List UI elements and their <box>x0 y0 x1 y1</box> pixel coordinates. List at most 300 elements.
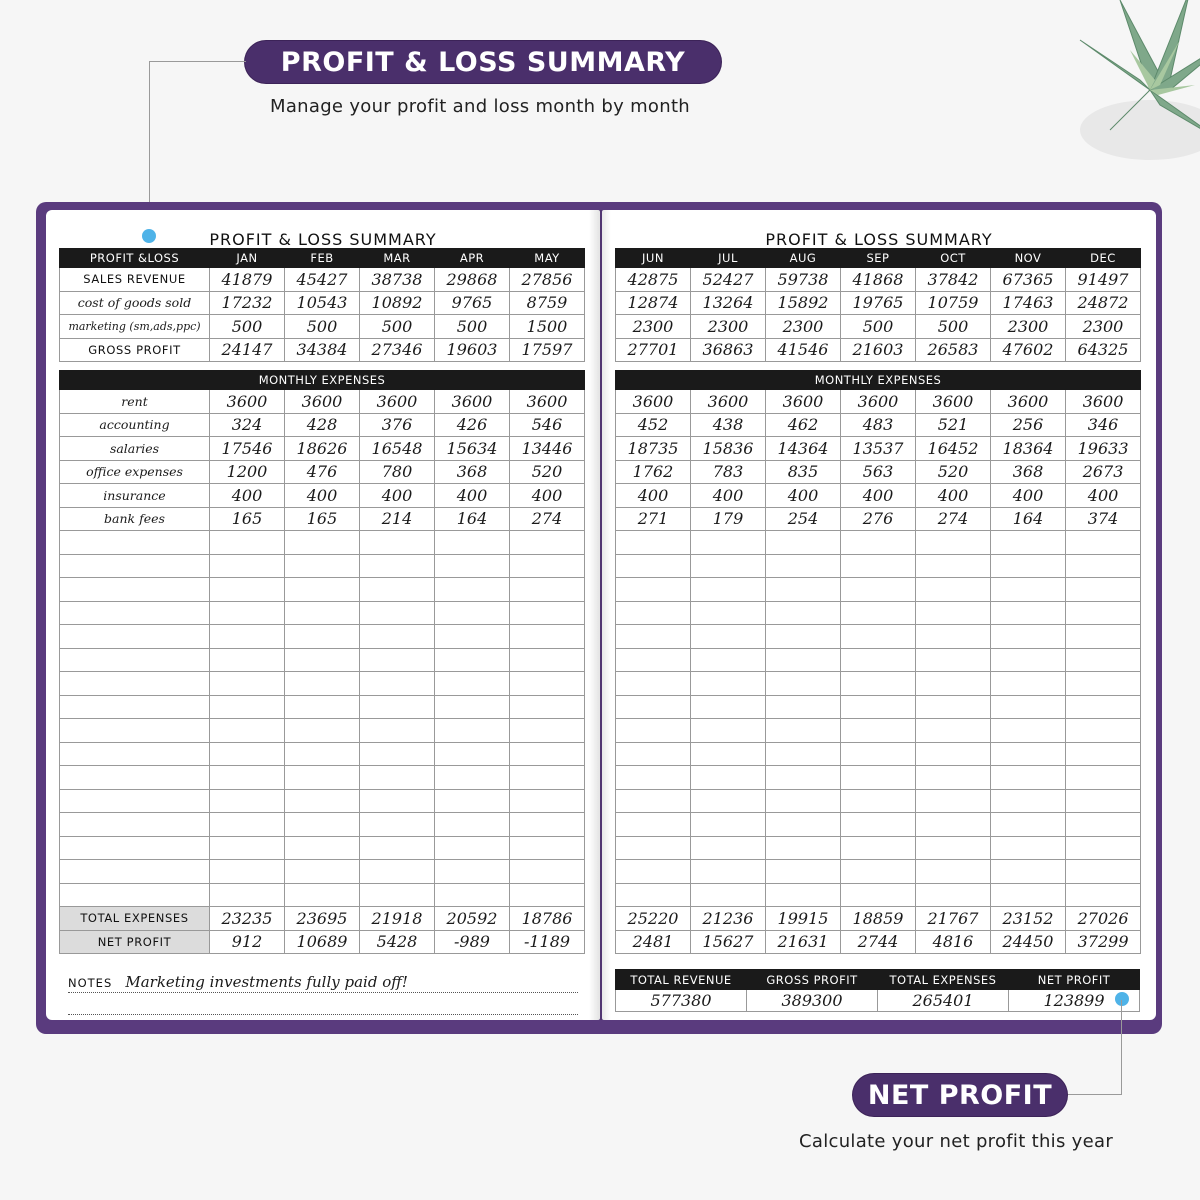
table-row <box>616 507 1141 531</box>
cell: 483 <box>841 413 916 437</box>
cell: 254 <box>766 507 841 531</box>
blank-cell <box>916 578 991 602</box>
blank-cell <box>916 625 991 649</box>
table-row <box>616 315 1141 339</box>
cell: 10892 <box>360 291 435 315</box>
blank-cell <box>691 695 766 719</box>
blank-cell <box>691 625 766 649</box>
blank-cell <box>616 719 691 743</box>
blank-cell <box>210 578 285 602</box>
cell: 18735 <box>616 437 691 461</box>
cell: 52427 <box>691 268 766 292</box>
blank-cell <box>616 578 691 602</box>
cell: 780 <box>360 460 435 484</box>
blank-cell <box>510 672 585 696</box>
cell: 23235 <box>210 907 285 931</box>
blank-cell <box>841 695 916 719</box>
cell: 214 <box>360 507 435 531</box>
cell: 45427 <box>285 268 360 292</box>
blank-cell <box>616 625 691 649</box>
callout-subtitle: Calculate your net profit this year <box>799 1131 1114 1152</box>
cell: 3600 <box>210 390 285 414</box>
cell: 2300 <box>1066 315 1141 339</box>
blank-cell <box>285 766 360 790</box>
blank-cell <box>916 883 991 907</box>
section-header-row <box>616 371 1141 390</box>
blank-cell <box>510 554 585 578</box>
summary-header-row <box>616 970 1140 990</box>
cell: 500 <box>360 315 435 339</box>
cell: 27346 <box>360 338 435 362</box>
blank-row <box>616 719 1141 743</box>
blank-cell <box>210 742 285 766</box>
cell: 3600 <box>691 390 766 414</box>
blank-cell <box>841 836 916 860</box>
cell: 20592 <box>435 907 510 931</box>
row-label: bank fees <box>60 507 210 531</box>
row-label: accounting <box>60 413 210 437</box>
cell: 563 <box>841 460 916 484</box>
blank-cell <box>916 836 991 860</box>
blank-cell <box>360 813 435 837</box>
cell: 400 <box>210 484 285 508</box>
blank-cell <box>991 742 1066 766</box>
table-row <box>60 413 585 437</box>
blank-row <box>60 766 585 790</box>
cell: 179 <box>691 507 766 531</box>
blank-cell <box>616 789 691 813</box>
blank-row <box>616 672 1141 696</box>
blank-cell <box>916 742 991 766</box>
blank-row <box>60 648 585 672</box>
blank-cell <box>616 813 691 837</box>
cell: 10543 <box>285 291 360 315</box>
cell: 324 <box>210 413 285 437</box>
blank-cell <box>1066 860 1141 884</box>
blank-cell <box>766 813 841 837</box>
header-cell: NET PROFIT <box>1009 970 1140 990</box>
blank-cell <box>616 766 691 790</box>
table-row <box>60 390 585 414</box>
blank-cell <box>841 625 916 649</box>
cell: 25220 <box>616 907 691 931</box>
blank-cell <box>691 813 766 837</box>
callout-marker-dot <box>1115 992 1129 1006</box>
blank-cell <box>1066 672 1141 696</box>
blank-cell <box>60 883 210 907</box>
blank-cell <box>360 578 435 602</box>
blank-cell <box>691 531 766 555</box>
blank-cell <box>841 601 916 625</box>
blank-cell <box>285 836 360 860</box>
blank-cell <box>1066 578 1141 602</box>
blank-row <box>616 554 1141 578</box>
blank-cell <box>285 719 360 743</box>
blank-cell <box>210 789 285 813</box>
cell: 21603 <box>841 338 916 362</box>
blank-cell <box>991 789 1066 813</box>
blank-cell <box>841 766 916 790</box>
blank-cell <box>616 742 691 766</box>
header-cell: JUL <box>691 249 766 268</box>
cell: 1500 <box>510 315 585 339</box>
blank-cell <box>616 672 691 696</box>
cell: 462 <box>766 413 841 437</box>
blank-cell <box>616 695 691 719</box>
connector-line <box>1066 1094 1122 1095</box>
blank-cell <box>435 742 510 766</box>
cell: 47602 <box>991 338 1066 362</box>
blank-cell <box>60 625 210 649</box>
blank-cell <box>360 648 435 672</box>
cell: 27701 <box>616 338 691 362</box>
blank-cell <box>841 719 916 743</box>
cell: 400 <box>916 484 991 508</box>
cell: 5428 <box>360 930 435 954</box>
blank-cell <box>60 742 210 766</box>
cell: 476 <box>285 460 360 484</box>
blank-cell <box>435 578 510 602</box>
header-cell: PROFIT &LOSS <box>60 249 210 268</box>
blank-cell <box>1066 742 1141 766</box>
cell: 400 <box>510 484 585 508</box>
connector-line <box>1121 1000 1122 1095</box>
blank-cell <box>766 672 841 696</box>
blank-cell <box>991 554 1066 578</box>
cell: 2300 <box>691 315 766 339</box>
cell: 438 <box>691 413 766 437</box>
cell: 41879 <box>210 268 285 292</box>
blank-cell <box>1066 648 1141 672</box>
row-label: rent <box>60 390 210 414</box>
blank-cell <box>285 601 360 625</box>
cell: 400 <box>435 484 510 508</box>
blank-cell <box>841 554 916 578</box>
blank-cell <box>510 766 585 790</box>
blank-cell <box>510 625 585 649</box>
cell: 14364 <box>766 437 841 461</box>
blank-cell <box>435 719 510 743</box>
blank-cell <box>916 531 991 555</box>
blank-cell <box>60 531 210 555</box>
blank-cell <box>841 883 916 907</box>
table-row <box>616 437 1141 461</box>
blank-cell <box>841 742 916 766</box>
blank-cell <box>210 836 285 860</box>
blank-cell <box>435 813 510 837</box>
table-row <box>616 484 1141 508</box>
cell: 21631 <box>766 930 841 954</box>
blank-cell <box>616 860 691 884</box>
blank-cell <box>60 789 210 813</box>
blank-cell <box>435 554 510 578</box>
blank-cell <box>691 836 766 860</box>
blank-cell <box>435 766 510 790</box>
callout-subtitle: Manage your profit and loss month by month <box>270 96 691 117</box>
cell: 17463 <box>991 291 1066 315</box>
blank-cell <box>285 531 360 555</box>
blank-cell <box>1066 601 1141 625</box>
cell: 400 <box>285 484 360 508</box>
blank-row <box>616 578 1141 602</box>
cell: 64325 <box>1066 338 1141 362</box>
cell: 912 <box>210 930 285 954</box>
blank-cell <box>691 883 766 907</box>
blank-cell <box>510 813 585 837</box>
blank-cell <box>1066 766 1141 790</box>
header-cell: JUN <box>616 249 691 268</box>
blank-cell <box>435 672 510 696</box>
blank-cell <box>285 672 360 696</box>
blank-cell <box>285 578 360 602</box>
blank-row <box>60 601 585 625</box>
cell: 17546 <box>210 437 285 461</box>
blank-cell <box>210 625 285 649</box>
blank-cell <box>435 860 510 884</box>
blank-cell <box>285 554 360 578</box>
blank-cell <box>210 695 285 719</box>
blank-cell <box>916 719 991 743</box>
cell: 400 <box>616 484 691 508</box>
cell: 41546 <box>766 338 841 362</box>
callout-marker-dot <box>142 229 156 243</box>
row-label: SALES REVENUE <box>60 268 210 292</box>
blank-cell <box>691 578 766 602</box>
blank-cell <box>60 836 210 860</box>
blank-cell <box>991 625 1066 649</box>
blank-cell <box>766 860 841 884</box>
blank-cell <box>510 883 585 907</box>
cell: 41868 <box>841 268 916 292</box>
expenses-table-left <box>59 370 585 954</box>
blank-cell <box>766 789 841 813</box>
blank-row <box>616 883 1141 907</box>
cell: 164 <box>435 507 510 531</box>
cell: 37842 <box>916 268 991 292</box>
blank-cell <box>360 883 435 907</box>
expenses-title: MONTHLY EXPENSES <box>60 371 585 390</box>
blank-cell <box>691 648 766 672</box>
cell: 400 <box>991 484 1066 508</box>
table-row <box>60 291 585 315</box>
blank-cell <box>60 766 210 790</box>
blank-cell <box>60 719 210 743</box>
cell: 3600 <box>766 390 841 414</box>
blank-cell <box>510 531 585 555</box>
net-profit-row <box>616 930 1141 954</box>
table-row <box>60 437 585 461</box>
blank-cell <box>60 648 210 672</box>
cell: 29868 <box>435 268 510 292</box>
blank-cell <box>766 742 841 766</box>
cell: 3600 <box>510 390 585 414</box>
row-label: marketing (sm,ads,ppc) <box>60 315 210 339</box>
blank-row <box>616 531 1141 555</box>
cell: 19765 <box>841 291 916 315</box>
blank-cell <box>766 836 841 860</box>
blank-cell <box>916 672 991 696</box>
blank-row <box>60 531 585 555</box>
cell: 24147 <box>210 338 285 362</box>
blank-cell <box>841 648 916 672</box>
blank-cell <box>285 625 360 649</box>
cell: 520 <box>916 460 991 484</box>
blank-cell <box>991 766 1066 790</box>
table-row <box>60 507 585 531</box>
cell: 24872 <box>1066 291 1141 315</box>
notes-text: Marketing investments fully paid off! <box>125 973 408 991</box>
blank-cell <box>435 789 510 813</box>
blank-cell <box>360 719 435 743</box>
table-row <box>60 315 585 339</box>
blank-row <box>60 860 585 884</box>
cell: -1189 <box>510 930 585 954</box>
blank-cell <box>360 789 435 813</box>
cell: 3600 <box>1066 390 1141 414</box>
blank-row <box>60 836 585 860</box>
cell: 3600 <box>991 390 1066 414</box>
blank-cell <box>60 601 210 625</box>
cell: 3600 <box>285 390 360 414</box>
blank-cell <box>360 766 435 790</box>
blank-cell <box>1066 836 1141 860</box>
blank-cell <box>285 742 360 766</box>
blank-cell <box>616 531 691 555</box>
blank-row <box>60 672 585 696</box>
total-expenses-row <box>616 907 1141 931</box>
blank-cell <box>691 789 766 813</box>
blank-cell <box>285 860 360 884</box>
blank-cell <box>616 601 691 625</box>
blank-cell <box>360 554 435 578</box>
header-cell: AUG <box>766 249 841 268</box>
blank-cell <box>510 860 585 884</box>
cell: 3600 <box>616 390 691 414</box>
expenses-table-right <box>615 370 1141 954</box>
blank-cell <box>841 672 916 696</box>
blank-cell <box>435 625 510 649</box>
cell: 500 <box>435 315 510 339</box>
blank-cell <box>616 883 691 907</box>
blank-cell <box>766 531 841 555</box>
blank-cell <box>766 766 841 790</box>
blank-cell <box>916 695 991 719</box>
cell: 2744 <box>841 930 916 954</box>
blank-cell <box>210 883 285 907</box>
blank-row <box>60 695 585 719</box>
cell: 368 <box>435 460 510 484</box>
cell: 2481 <box>616 930 691 954</box>
header-cell: MAY <box>510 249 585 268</box>
total-revenue-value: 577380 <box>616 990 747 1012</box>
blank-cell <box>510 789 585 813</box>
notes-line <box>68 992 578 993</box>
profit-loss-summary-callout <box>245 41 721 83</box>
cell: 15836 <box>691 437 766 461</box>
callout-title: PROFIT & LOSS SUMMARY <box>280 46 686 78</box>
cell: 500 <box>285 315 360 339</box>
blank-cell <box>841 531 916 555</box>
cell: 165 <box>210 507 285 531</box>
cell: 18626 <box>285 437 360 461</box>
blank-cell <box>691 860 766 884</box>
planner-book <box>36 202 1162 1034</box>
blank-cell <box>991 648 1066 672</box>
cell: 67365 <box>991 268 1066 292</box>
blank-cell <box>360 695 435 719</box>
page-title: PROFIT & LOSS SUMMARY <box>209 230 437 249</box>
blank-cell <box>766 554 841 578</box>
cell: 521 <box>916 413 991 437</box>
total-expenses-value: 265401 <box>878 990 1009 1012</box>
blank-cell <box>991 883 1066 907</box>
cell: 34384 <box>285 338 360 362</box>
cell: 274 <box>510 507 585 531</box>
connector-line <box>149 61 246 62</box>
header-cell: TOTAL REVENUE <box>616 970 747 990</box>
blank-cell <box>360 625 435 649</box>
cell: 13264 <box>691 291 766 315</box>
blank-cell <box>60 695 210 719</box>
cell: 400 <box>360 484 435 508</box>
cell: 27026 <box>1066 907 1141 931</box>
blank-cell <box>210 601 285 625</box>
table-header-row <box>616 249 1141 268</box>
cell: 23695 <box>285 907 360 931</box>
blank-cell <box>360 601 435 625</box>
blank-cell <box>916 554 991 578</box>
blank-cell <box>360 531 435 555</box>
blank-cell <box>210 766 285 790</box>
cell: 19633 <box>1066 437 1141 461</box>
blank-cell <box>210 554 285 578</box>
blank-cell <box>285 813 360 837</box>
blank-cell <box>616 836 691 860</box>
cell: 9765 <box>435 291 510 315</box>
blank-cell <box>766 695 841 719</box>
blank-row <box>616 601 1141 625</box>
blank-row <box>616 695 1141 719</box>
row-label: NET PROFIT <box>60 930 210 954</box>
cell: 16452 <box>916 437 991 461</box>
blank-cell <box>616 648 691 672</box>
blank-cell <box>435 601 510 625</box>
cell: 21767 <box>916 907 991 931</box>
blank-cell <box>210 672 285 696</box>
cell: 346 <box>1066 413 1141 437</box>
blank-cell <box>916 789 991 813</box>
blank-cell <box>916 648 991 672</box>
header-cell: DEC <box>1066 249 1141 268</box>
table-row <box>616 413 1141 437</box>
blank-cell <box>691 601 766 625</box>
cell: 17597 <box>510 338 585 362</box>
cell: 38738 <box>360 268 435 292</box>
expenses-title: MONTHLY EXPENSES <box>616 371 1141 390</box>
cell: 271 <box>616 507 691 531</box>
blank-cell <box>510 742 585 766</box>
blank-cell <box>766 648 841 672</box>
cell: 2300 <box>616 315 691 339</box>
right-page <box>602 210 1156 1020</box>
blank-cell <box>691 554 766 578</box>
cell: 15627 <box>691 930 766 954</box>
cell: 36863 <box>691 338 766 362</box>
blank-cell <box>435 836 510 860</box>
pl-table-right <box>615 248 1141 362</box>
cell: 2300 <box>991 315 1066 339</box>
blank-cell <box>435 648 510 672</box>
